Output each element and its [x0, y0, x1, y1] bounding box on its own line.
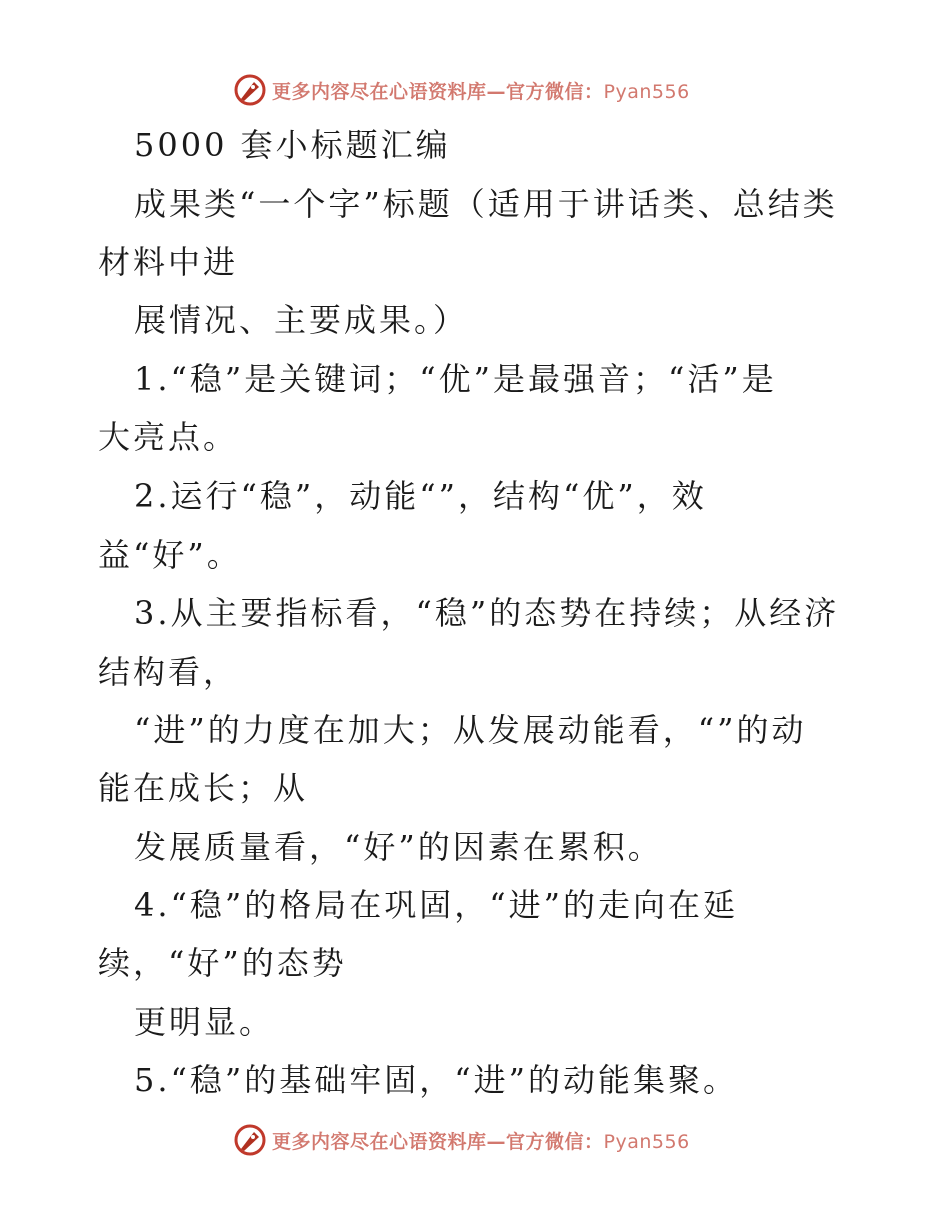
footer-banner: [232, 1122, 712, 1158]
doc-line: 2.运行“稳”，动能“”，结构“优”，效: [134, 477, 707, 515]
banner-handle: Pyan556: [603, 1130, 690, 1153]
pen-nib-logo-icon: [232, 1122, 268, 1158]
doc-line: 更明显。: [134, 1003, 275, 1041]
doc-line: 结构看，: [98, 653, 239, 691]
doc-line: 1.“稳”是关键词；“优”是最强音；“活”是: [134, 360, 777, 398]
doc-line: 4.“稳”的格局在巩固，“进”的走向在延: [134, 886, 738, 924]
banner-text: 更多内容尽在心语资料库—官方微信：Pyan556: [272, 80, 690, 103]
doc-line: 材料中进: [98, 243, 239, 281]
doc-line: 发展质量看，“好”的因素在累积。: [134, 828, 663, 866]
doc-line: “进”的力度在加大；从发展动能看，“”的动: [134, 711, 807, 749]
doc-line: 成果类“一个字”标题（适用于讲话类、总结类: [134, 185, 838, 223]
doc-line: 5.“稳”的基础牢固，“进”的动能集聚。: [134, 1061, 738, 1099]
doc-line: 能在成长；从: [98, 769, 309, 807]
doc-title: 5000 套小标题汇编: [134, 126, 451, 164]
doc-line: 益“好”。: [98, 536, 242, 574]
banner-handle: Pyan556: [603, 80, 690, 103]
doc-line: 3.从主要指标看，“稳”的态势在持续；从经济: [134, 594, 840, 632]
doc-line: 展情况、主要成果。）: [134, 301, 469, 339]
doc-line: 大亮点。: [98, 418, 239, 456]
banner-text: 更多内容尽在心语资料库—官方微信：Pyan556: [272, 1130, 690, 1153]
doc-line: 续，“好”的态势: [98, 944, 347, 982]
